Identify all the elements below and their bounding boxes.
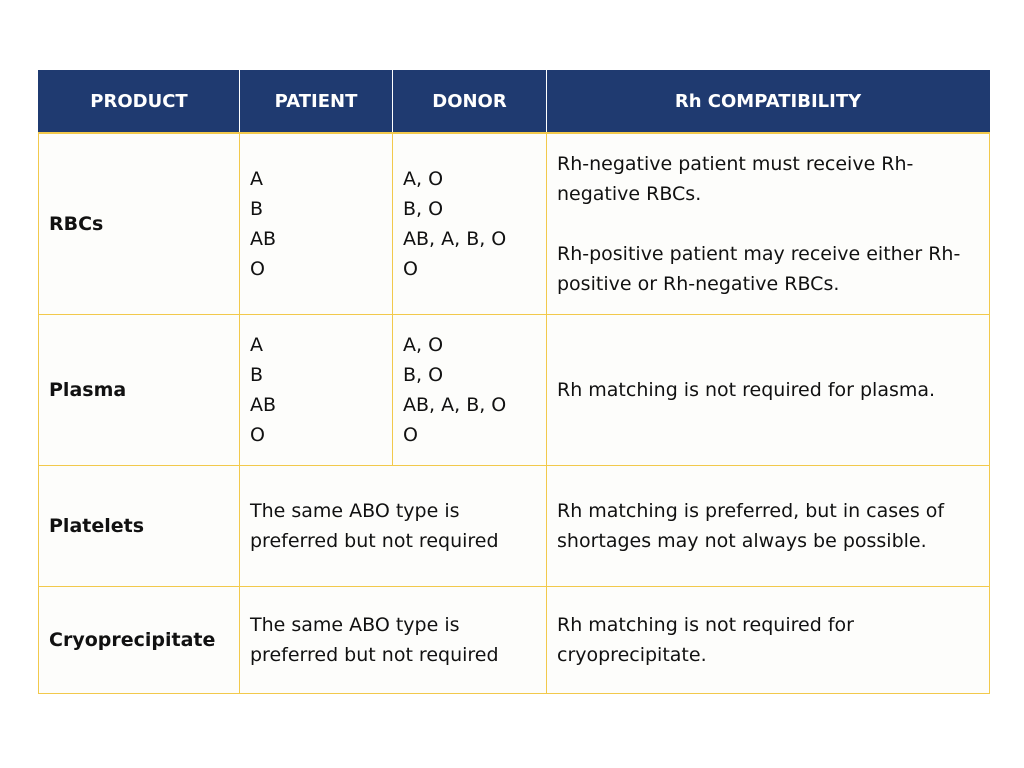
product-cell-rbcs: RBCs xyxy=(39,133,240,315)
blood-compatibility-table xyxy=(38,70,990,694)
rh-note-positive: Rh-positive patient may receive either Rh-positive or Rh-negative RBCs. xyxy=(557,243,961,295)
donor-cell-rbcs xyxy=(393,133,547,315)
table-row-cryoprecipitate xyxy=(39,587,990,694)
abo-cell-cryoprecipitate: The same ABO type is preferred but not required xyxy=(240,587,547,694)
donor-types: O xyxy=(403,258,418,280)
patient-type: AB xyxy=(250,394,277,416)
product-cell-cryoprecipitate: Cryoprecipitate xyxy=(39,587,240,694)
donor-types: A, O xyxy=(403,334,444,356)
rh-note-negative: Rh-negative patient must receive Rh-negative RBCs. xyxy=(557,153,914,205)
patient-type: O xyxy=(250,424,265,446)
donor-cell-plasma xyxy=(393,315,547,466)
product-cell-plasma: Plasma xyxy=(39,315,240,466)
rh-cell-cryoprecipitate: Rh matching is not required for cryoprecipitate. xyxy=(547,587,990,694)
patient-type: AB xyxy=(250,228,277,250)
donor-types: AB, A, B, O xyxy=(403,394,507,416)
table-row-plasma xyxy=(39,315,990,466)
rh-cell-plasma: Rh matching is not required for plasma. xyxy=(547,315,990,466)
header-product: PRODUCT xyxy=(39,71,240,134)
patient-type: A xyxy=(250,334,263,356)
header-donor: DONOR xyxy=(393,71,547,134)
header-patient: PATIENT xyxy=(240,71,393,134)
donor-types: AB, A, B, O xyxy=(403,228,507,250)
header-row xyxy=(39,71,990,134)
patient-cell-rbcs xyxy=(240,133,393,315)
table-row-rbcs xyxy=(39,133,990,315)
donor-types: O xyxy=(403,424,418,446)
patient-cell-plasma xyxy=(240,315,393,466)
rh-cell-rbcs xyxy=(547,133,990,315)
header-rh-compatibility: Rh COMPATIBILITY xyxy=(547,71,990,134)
abo-cell-platelets: The same ABO type is preferred but not required xyxy=(240,466,547,587)
patient-type: B xyxy=(250,198,264,220)
donor-types: B, O xyxy=(403,198,444,220)
donor-types: A, O xyxy=(403,168,444,190)
patient-type: O xyxy=(250,258,265,280)
patient-type: A xyxy=(250,168,263,190)
donor-types: B, O xyxy=(403,364,444,386)
rh-cell-platelets: Rh matching is preferred, but in cases of shortages may not always be possible. xyxy=(547,466,990,587)
product-cell-platelets: Platelets xyxy=(39,466,240,587)
table-row-platelets xyxy=(39,466,990,587)
patient-type: B xyxy=(250,364,264,386)
